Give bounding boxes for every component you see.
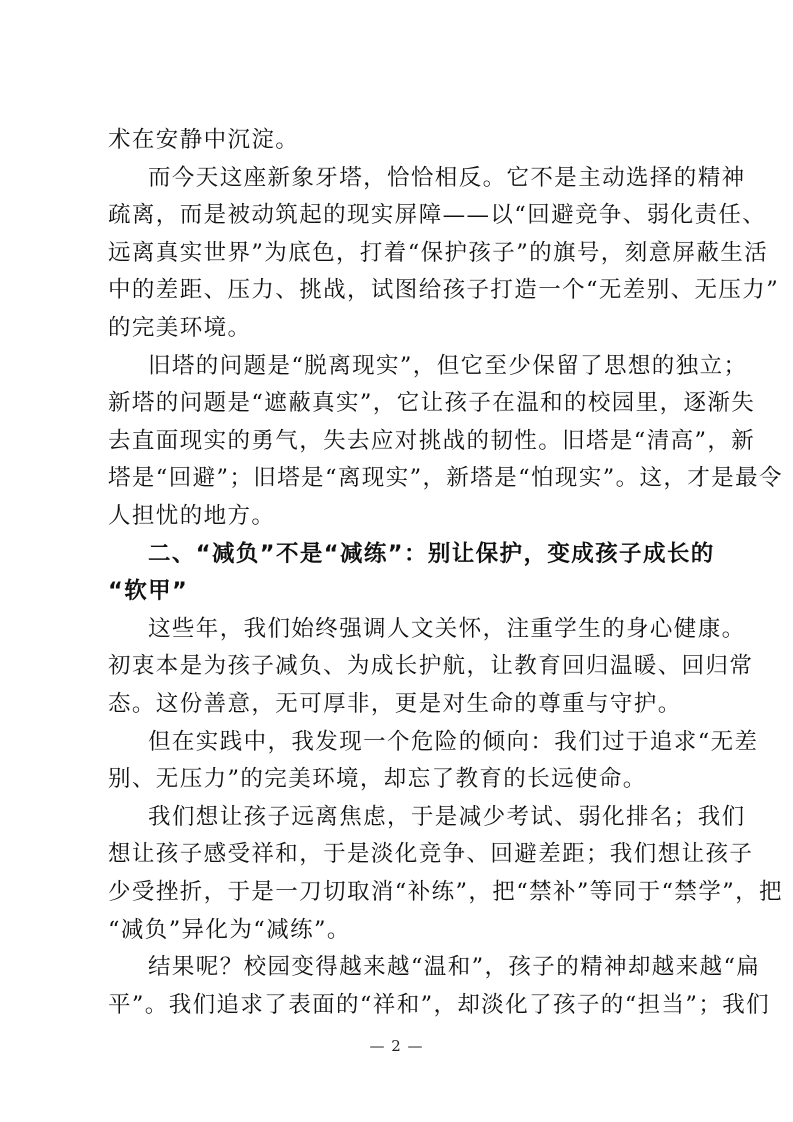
paragraph-line: 人担忧的地方。 bbox=[108, 503, 276, 529]
paragraph-line: 而今天这座新象牙塔，恰恰相反。它不是主动选择的精神 bbox=[148, 165, 746, 191]
paragraph-line: 远离真实世界”为底色，打着“保护孩子”的旗号，刻意屏蔽生活 bbox=[108, 240, 769, 266]
section-heading: 二、“减负”不是“减练”：别让保护，变成孩子成长的 bbox=[148, 541, 715, 567]
paragraph-line: 中的差距、压力、挑战，试图给孩子打造一个“无差别、无压力” bbox=[108, 277, 780, 303]
paragraph-line: 初衷本是为孩子减负、为成长护航，让教育回归温暖、回归常 bbox=[108, 653, 754, 679]
paragraph-line: 这些年，我们始终强调人文关怀，注重学生的身心健康。 bbox=[148, 616, 746, 642]
paragraph-line: 的完美环境。 bbox=[108, 315, 252, 341]
paragraph-line: 结果呢？校园变得越来越“温和”，孩子的精神却越来越“扁 bbox=[148, 954, 761, 980]
page-number: — 2 — bbox=[369, 1037, 424, 1055]
paragraph-line: 少受挫折，于是一刀切取消“补练”，把“禁补”等同于“禁学”，把 bbox=[108, 879, 783, 905]
paragraph-line: 想让孩子感受祥和，于是淡化竞争、回避差距；我们想让孩子 bbox=[108, 841, 754, 867]
paragraph-line: 平”。我们追求了表面的“祥和”，却淡化了孩子的“担当”；我们 bbox=[108, 992, 771, 1018]
paragraph-line: 疏离，而是被动筑起的现实屏障——以“回避竞争、弱化责任、 bbox=[108, 202, 767, 228]
paragraph-line: “减负”异化为“减练”。 bbox=[108, 917, 351, 943]
paragraph-line: 但在实践中，我发现一个危险的倾向：我们过于追求“无差 bbox=[148, 729, 759, 755]
section-heading-continued: “软甲” bbox=[108, 578, 189, 604]
paragraph-line: 去直面现实的勇气，失去应对挑战的韧性。旧塔是“清高”，新 bbox=[108, 428, 756, 454]
paragraph-line: 塔是“回避”；旧塔是“离现实”，新塔是“怕现实”。这，才是最令 bbox=[108, 465, 783, 491]
paragraph-line: 别、无压力”的完美环境，却忘了教育的长远使命。 bbox=[108, 766, 647, 792]
paragraph-line: 我们想让孩子远离焦虑，于是减少考试、弱化排名；我们 bbox=[148, 804, 746, 830]
paragraph-line: 态。这份善意，无可厚非，更是对生命的尊重与守护。 bbox=[108, 691, 682, 717]
paragraph-line: 新塔的问题是“遮蔽真实”，它让孩子在温和的校园里，逐渐失 bbox=[108, 390, 756, 416]
paragraph-line: 旧塔的问题是“脱离现实”，但它至少保留了思想的独立； bbox=[148, 353, 748, 379]
paragraph-line: 术在安静中沉淀。 bbox=[108, 127, 300, 153]
